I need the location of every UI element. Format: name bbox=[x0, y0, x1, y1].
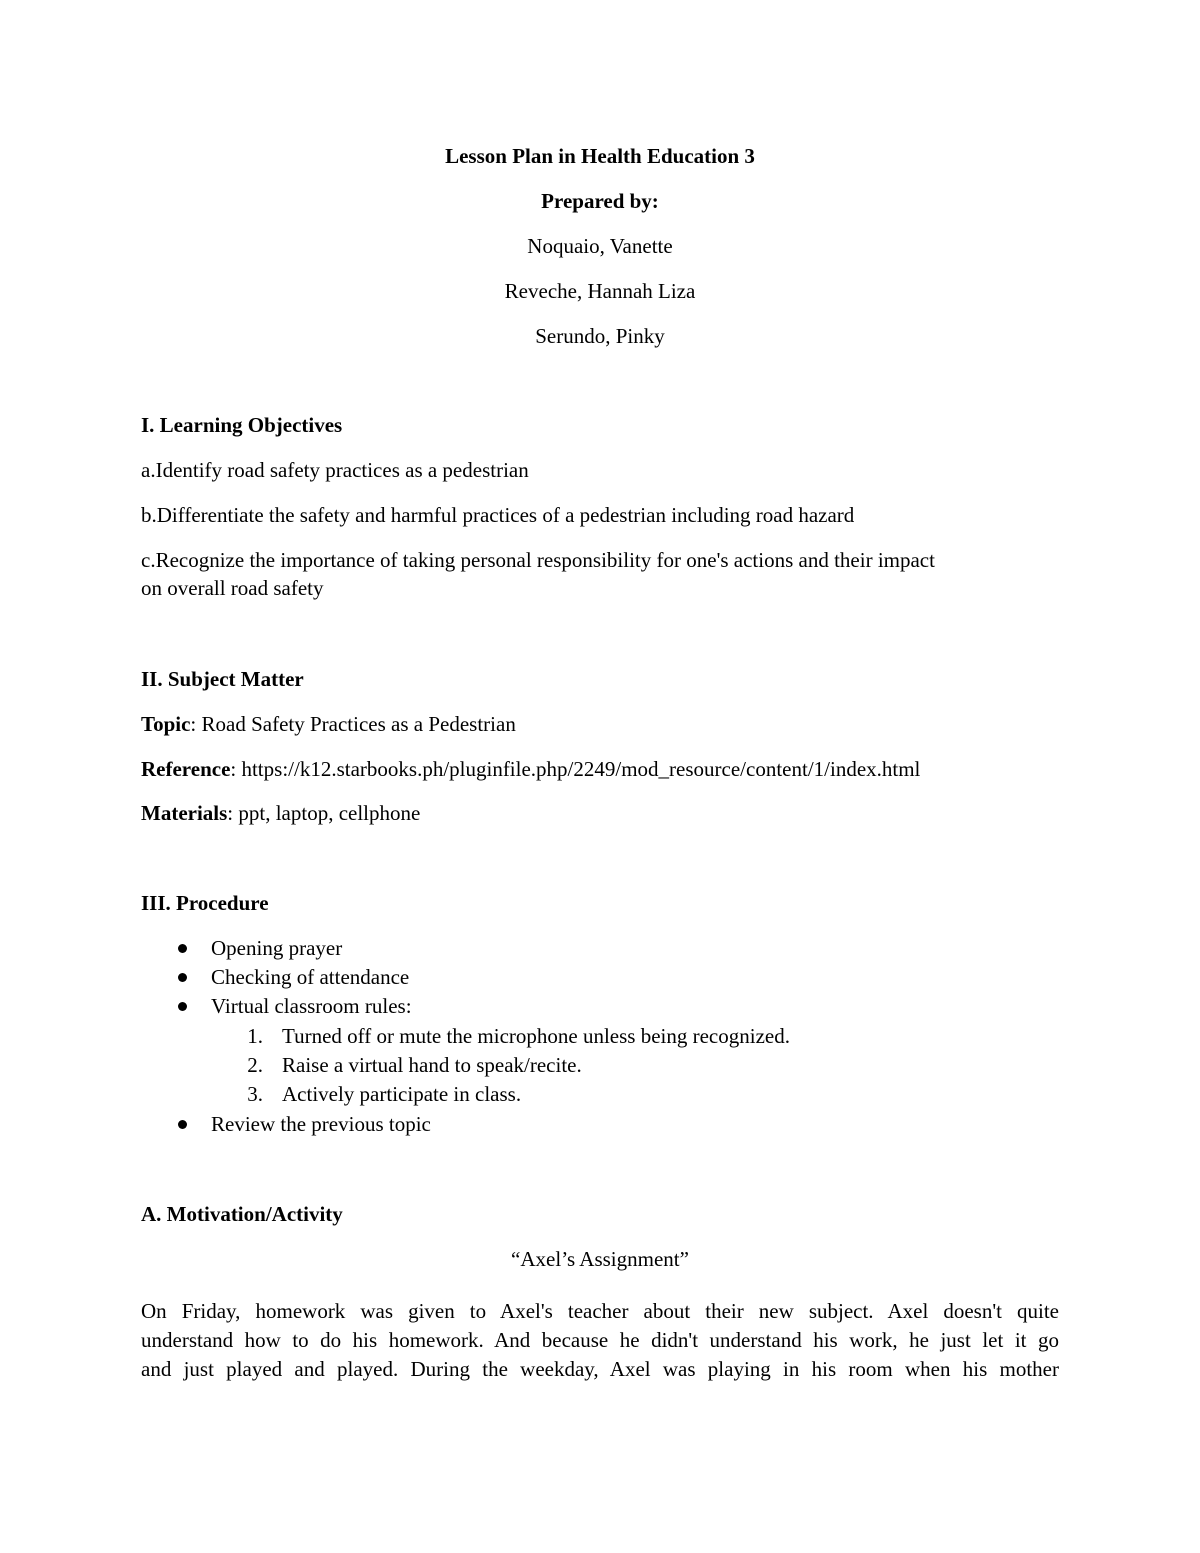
materials-label: Materials bbox=[141, 801, 228, 825]
section-heading-objectives: I. Learning Objectives bbox=[141, 413, 343, 437]
rule-item: Actively participate in class. bbox=[282, 1082, 522, 1106]
procedure-item: Virtual classroom rules: bbox=[211, 994, 412, 1018]
reference-label: Reference bbox=[141, 757, 231, 781]
story-paragraph-line: On Friday, homework was given to Axel's teacher about their new subject. Axel doesn't quite bbox=[141, 1299, 1059, 1323]
topic-line bbox=[141, 710, 516, 738]
document-title: Lesson Plan in Health Education 3 bbox=[445, 144, 755, 168]
rule-number: 3. bbox=[247, 1082, 263, 1106]
objective-item: b.Differentiate the safety and harmful practices of a pedestrian including road hazard bbox=[141, 503, 855, 527]
rule-item: Turned off or mute the microphone unless being recognized. bbox=[282, 1024, 790, 1048]
reference-value: : https://k12.starbooks.ph/pluginfile.php/2249/mod_resource/content/1/index.html bbox=[230, 757, 921, 781]
procedure-item: Checking of attendance bbox=[211, 965, 410, 989]
bullet-icon bbox=[178, 973, 187, 982]
rule-item: Raise a virtual hand to speak/recite. bbox=[282, 1053, 582, 1077]
section-heading-procedure: III. Procedure bbox=[141, 891, 269, 915]
materials-value: : ppt, laptop, cellphone bbox=[227, 801, 421, 825]
story-paragraph-line: and just played and played. During the weekday, Axel was playing in his room when his mother bbox=[141, 1357, 1059, 1381]
rule-number: 1. bbox=[247, 1024, 263, 1048]
bullet-icon bbox=[178, 1120, 187, 1129]
author-name: Noquaio, Vanette bbox=[527, 234, 673, 258]
story-title: “Axel’s Assignment” bbox=[511, 1247, 689, 1271]
section-heading-subject-matter: II. Subject Matter bbox=[141, 667, 304, 691]
procedure-item: Opening prayer bbox=[211, 936, 343, 960]
bullet-icon bbox=[178, 944, 187, 953]
procedure-item: Review the previous topic bbox=[211, 1112, 431, 1136]
reference-line bbox=[141, 755, 920, 783]
topic-value: : Road Safety Practices as a Pedestrian bbox=[190, 712, 516, 736]
author-name: Reveche, Hannah Liza bbox=[504, 279, 696, 303]
topic-label: Topic bbox=[141, 712, 191, 736]
objective-item-continued: on overall road safety bbox=[141, 576, 324, 600]
objective-item: c.Recognize the importance of taking personal responsibility for one's actions and their impact bbox=[141, 548, 935, 572]
materials-line bbox=[141, 799, 420, 827]
bullet-icon bbox=[178, 1002, 187, 1011]
story-paragraph-line: understand how to do his homework. And because he didn't understand his work, he just let it go bbox=[141, 1328, 1059, 1352]
section-heading-motivation: A. Motivation/Activity bbox=[141, 1202, 343, 1226]
author-name: Serundo, Pinky bbox=[535, 324, 665, 348]
prepared-by-label: Prepared by: bbox=[541, 189, 659, 213]
objective-item: a.Identify road safety practices as a pedestrian bbox=[141, 458, 529, 482]
rule-number: 2. bbox=[247, 1053, 263, 1077]
